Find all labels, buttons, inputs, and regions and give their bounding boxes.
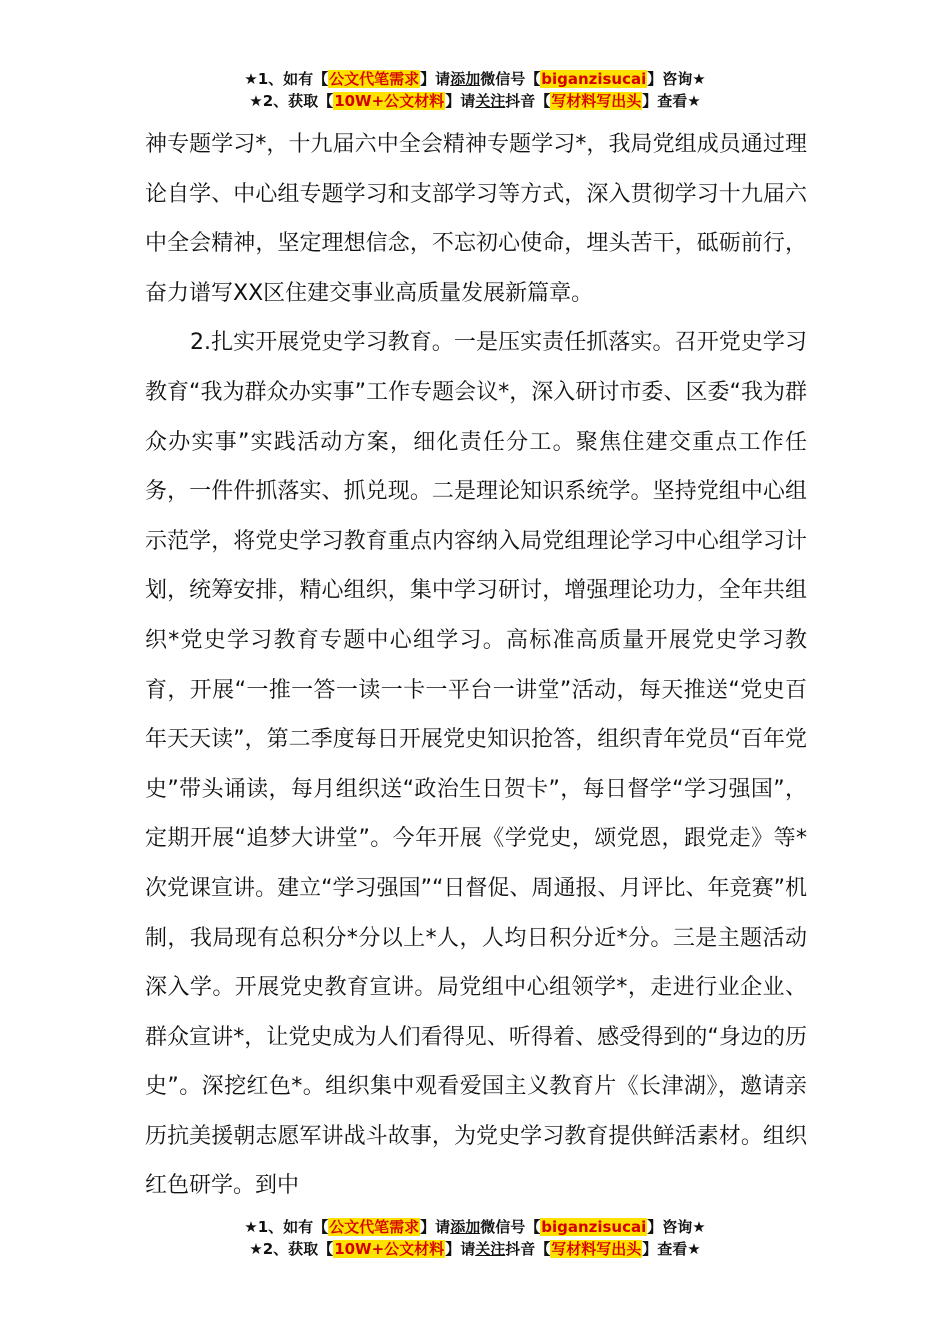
header-banner [0,68,950,112]
header-banner-line-1 [0,68,950,90]
banner-highlight: 写材料写出头 [551,1240,642,1258]
banner-text: 】请 [420,70,451,88]
banner-text: 】查看★ [642,92,701,110]
document-body [145,120,807,1211]
banner-highlight: 10W+公文材料 [334,92,445,110]
banner-text: 】请 [445,1240,476,1258]
footer-banner-line-1 [0,1216,950,1238]
banner-text: 抖音【 [505,1240,551,1258]
banner-underlined-text: 添加 [450,70,481,88]
banner-highlight: 写材料写出头 [551,92,642,110]
banner-text: 】请 [420,1218,451,1236]
paragraph-continuation: 神专题学习*，十九届六中全会精神专题学习*，我局党组成员通过理论自学、中心组专题学习和支部学习等方式，深入贯彻学习十九届六中全会精神，坚定理想信念，不忘初心使命，埋头苦干，砥砺前行，奋力谱写XX区住建交事业高质量发展新篇章。 [145,132,807,306]
banner-text: 】请 [445,92,476,110]
banner-highlight: 10W+公文材料 [334,1240,445,1258]
banner-underlined-text: 添加 [450,1218,481,1236]
banner-text: ★1、如有【 [244,70,329,88]
banner-highlight: 公文代笔需求 [329,70,420,88]
banner-text: 】查看★ [642,1240,701,1258]
banner-underlined-text: 关注 [475,1240,506,1258]
banner-text: ★1、如有【 [244,1218,329,1236]
paragraph-party-history-education: 2.扎实开展党史学习教育。一是压实责任抓落实。召开党史学习教育“我为群众办实事”工作专题会议*，深入研讨市委、区委“我为群众办实事”实践活动方案，细化责任分工。聚焦住建交重点工作任务，一件件抓落实、抓兑现。二是理论知识系统学。坚持党组中心组示范学，将党史学习教育重点内容纳入局党组理论学习中心组学习计划，统筹安排，精心组织，集中学习研讨，增强理论功力，全年共组织*党史学习教育专题中心组学习。高标准高质量开展党史学习教育，开展“一推一答一读一卡一平台一讲堂”活动，每天推送“党史百年天天读”，第二季度每日开展党史知识抢答，组织青年党员“百年党史”带头诵读，每月组织送“政治生日贺卡”，每日督学“学习强国”，定期开展“追梦大讲堂”。今年开展《学党史，颂党恩，跟党走》等*次党课宣讲。建立“学习强国”“日督促、周通报、月评比、年竞赛”机制，我局现有总积分*分以上*人，人均日积分近*分。三是主题活动深入学。开展党史教育宣讲。局党组中心组领学*，走进行业企业、群众宣讲*，让党史成为人们看得见、听得着、感受得到的“身边的历史”。深挖红色*。组织集中观看爱国主义教育片《长津湖》，邀请亲历抗美援朝志愿军讲战斗故事，为党史学习教育提供鲜活素材。组织红色研学。到中 [145,330,807,1199]
banner-highlight: biganzisucai [541,1218,647,1236]
banner-highlight: 公文代笔需求 [329,1218,420,1236]
header-banner-line-2 [0,90,950,112]
footer-banner-line-2 [0,1238,950,1260]
banner-text: 微信号【 [480,1218,541,1236]
footer-banner [0,1216,950,1260]
banner-text: ★2、获取【 [249,92,334,110]
banner-highlight: biganzisucai [541,70,647,88]
banner-text: 微信号【 [480,70,541,88]
banner-text: 】咨询★ [647,1218,706,1236]
banner-underlined-text: 关注 [475,92,506,110]
banner-text: 】咨询★ [647,70,706,88]
banner-text: 抖音【 [505,92,551,110]
banner-text: ★2、获取【 [249,1240,334,1258]
